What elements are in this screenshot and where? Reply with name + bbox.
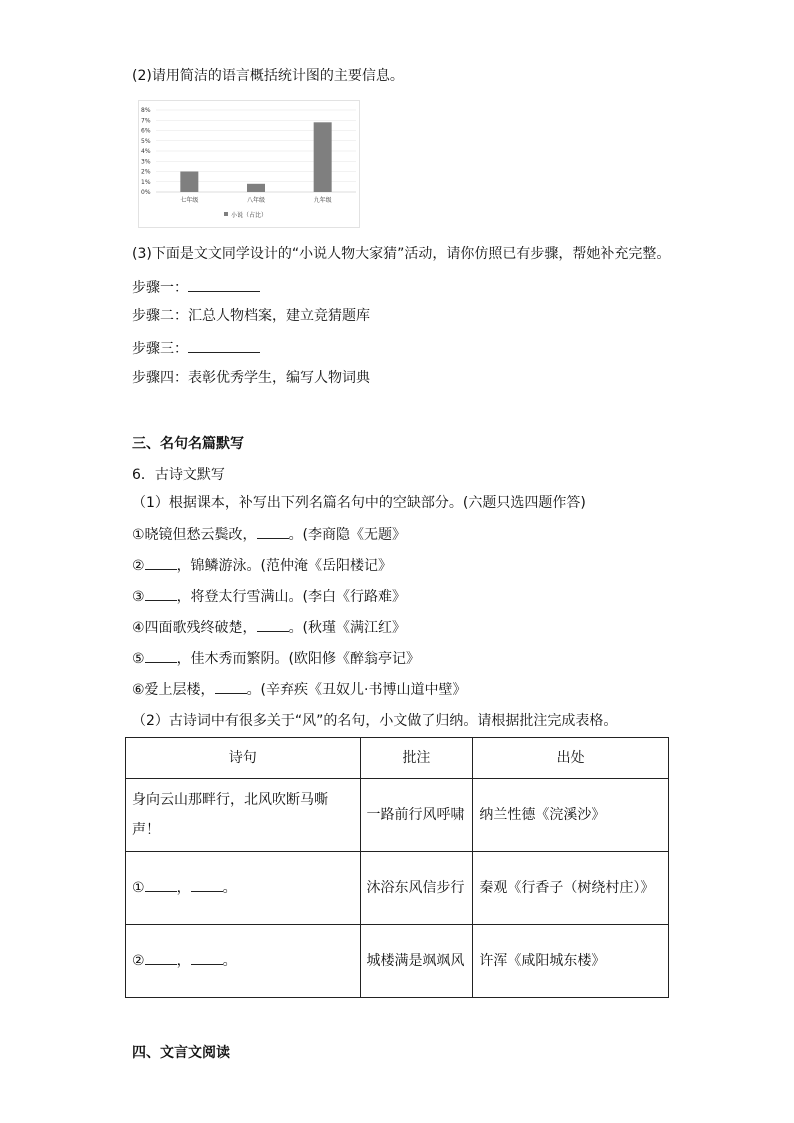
table-row <box>126 925 669 998</box>
blank[interactable] <box>145 649 177 663</box>
step-3-blank[interactable] <box>188 338 260 353</box>
blank[interactable] <box>257 618 289 632</box>
table-cell: 身向云山那畔行，北风吹断马嘶声！ <box>126 779 361 852</box>
blank[interactable] <box>191 878 223 892</box>
question-2: (2)请用简洁的语言概括统计图的主要信息。 <box>132 68 404 84</box>
table-cell: 秦观《行香子（树绕村庄）》 <box>473 852 669 925</box>
table-cell: ① ， 。 <box>126 852 361 925</box>
bar-chart <box>138 100 360 228</box>
header-cell: 诗句 <box>126 738 361 779</box>
y-tick-label: 0% <box>141 189 151 196</box>
y-tick-label: 3% <box>141 158 151 166</box>
table-cell: 许浑《咸阳城东楼》 <box>473 925 669 998</box>
table-cell: ② ， 。 <box>126 925 361 998</box>
step-1: 步骤一： <box>132 277 260 297</box>
y-tick-label: 5% <box>141 137 151 145</box>
blank[interactable] <box>145 556 177 570</box>
item-1: ①晓镜但愁云鬓改， 。(李商隐《无题》 <box>132 527 407 543</box>
item-3: ③ ，将登太行雪满山。(李白《行路难》 <box>132 589 407 605</box>
table-cell: 沐浴东风信步行 <box>360 852 473 925</box>
y-tick-label: 1% <box>141 178 151 186</box>
bar-2 <box>247 184 265 192</box>
y-tick-label: 7% <box>141 117 151 125</box>
item-2: ② ，锦鳞游泳。(范仲淹《岳阳楼记》 <box>132 558 393 574</box>
x-tick-label: 八年级 <box>246 197 266 204</box>
y-tick-label: 4% <box>141 148 151 155</box>
step-2: 步骤二：汇总人物档案，建立竞猜题库 <box>132 308 370 324</box>
x-tick-label: 七年级 <box>180 197 199 204</box>
bar-1 <box>180 172 198 193</box>
header-cell: 出处 <box>473 738 669 779</box>
blank[interactable] <box>215 680 247 694</box>
question-6-1: （1）根据课本，补写出下列名篇名句中的空缺部分。(六题只选四题作答) <box>132 495 586 511</box>
table-header-row <box>126 738 669 779</box>
blank[interactable] <box>145 951 177 965</box>
blank[interactable] <box>191 951 223 965</box>
step-1-blank[interactable] <box>188 277 260 292</box>
item-5: ⑤ ，佳木秀而繁阴。(欧阳修《醉翁亭记》 <box>132 651 421 667</box>
section-4-heading: 四、文言文阅读 <box>132 1045 230 1061</box>
legend-label: 小说（占比） <box>231 212 268 219</box>
blank[interactable] <box>145 878 177 892</box>
y-tick-label: 8% <box>141 107 151 114</box>
table-cell: 一路前行风呼啸 <box>360 779 473 852</box>
table-cell: 城楼满是飒飒风 <box>360 925 473 998</box>
poem-table <box>125 737 669 998</box>
question-6-2: （2）古诗词中有很多关于“风”的名句，小文做了归纳。请根据批注完成表格。 <box>132 713 618 729</box>
table-row <box>126 852 669 925</box>
y-tick-label: 2% <box>141 168 151 176</box>
step-3: 步骤三： <box>132 338 260 358</box>
x-tick-label: 九年级 <box>313 197 332 204</box>
bar-3 <box>314 122 332 192</box>
y-tick-label: 6% <box>141 127 151 135</box>
blank[interactable] <box>257 525 289 539</box>
blank[interactable] <box>145 587 177 601</box>
section-3-heading: 三、名句名篇默写 <box>132 436 244 452</box>
item-6: ⑥爱上层楼， 。(辛弃疾《丑奴儿·书博山道中壁》 <box>132 682 467 698</box>
question-6: 6．古诗文默写 <box>132 467 225 483</box>
table-cell: 纳兰性德《浣溪沙》 <box>473 779 669 852</box>
header-cell: 批注 <box>360 738 473 779</box>
step-4: 步骤四：表彰优秀学生，编写人物词典 <box>132 370 370 386</box>
question-3: (3)下面是文文同学设计的“小说人物大家猜”活动，请你仿照已有步骤，帮她补充完整。 <box>132 246 671 262</box>
legend-swatch <box>224 212 228 216</box>
item-4: ④四面歌残终破楚， 。(秋瑾《满江红》 <box>132 620 407 636</box>
table-row <box>126 779 669 852</box>
